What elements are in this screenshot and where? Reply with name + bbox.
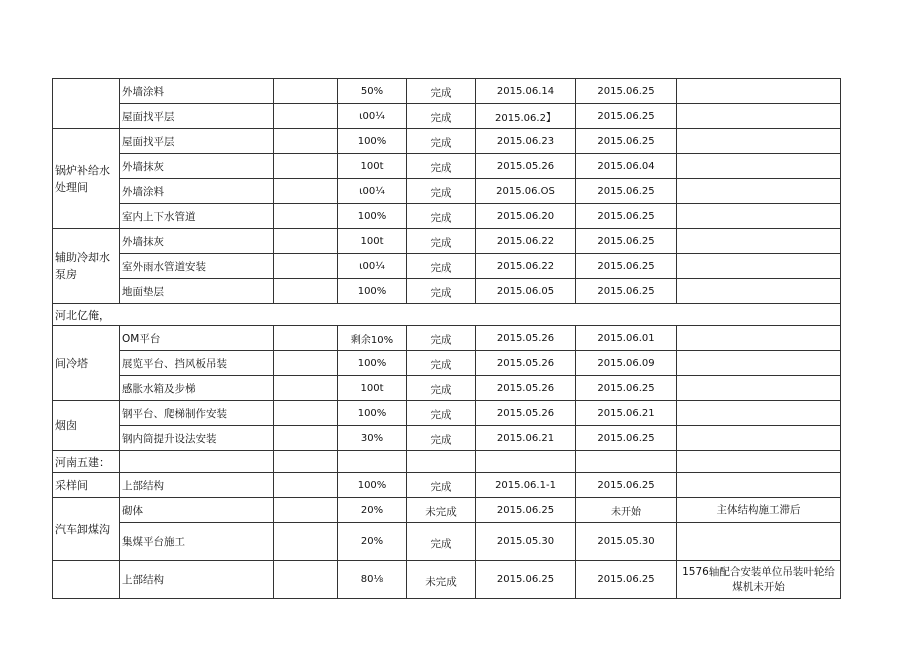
end-date-cell: 2015.05.30 xyxy=(576,523,677,561)
start-date-cell: 2015.06.05 xyxy=(476,279,576,304)
table-row xyxy=(53,351,841,376)
percent-cell: 100t xyxy=(338,376,407,401)
unit-cell: 锅炉补给水处理间 xyxy=(53,129,120,229)
item-cell: 外墙涂料 xyxy=(120,79,274,104)
status-cell: 完成 xyxy=(407,154,476,179)
percent-cell: ι00¼ xyxy=(338,254,407,279)
note-cell xyxy=(677,326,841,351)
end-date-cell: 2015.06.25 xyxy=(576,279,677,304)
unit-cell: 采样间 xyxy=(53,473,120,498)
note-cell xyxy=(677,154,841,179)
end-date-cell: 2015.06.21 xyxy=(576,401,677,426)
group-row xyxy=(53,304,841,326)
note-cell xyxy=(677,104,841,129)
start-date-cell: 2015.06.20 xyxy=(476,204,576,229)
item-cell: 地面垫层 xyxy=(120,279,274,304)
end-date-cell: 2015.06.25 xyxy=(576,229,677,254)
item-cell: 感胀水箱及步梯 xyxy=(120,376,274,401)
note-cell xyxy=(677,79,841,104)
table-row xyxy=(53,498,841,523)
table-row xyxy=(53,129,841,154)
percent-cell: 50% xyxy=(338,79,407,104)
end-date-cell: 2015.06.25 xyxy=(576,104,677,129)
status-cell: 完成 xyxy=(407,229,476,254)
end-date-cell: 2015.06.25 xyxy=(576,426,677,451)
note-cell xyxy=(677,279,841,304)
table-row xyxy=(53,279,841,304)
note-cell xyxy=(677,376,841,401)
note-cell xyxy=(677,473,841,498)
start-date-cell: 2015.06.21 xyxy=(476,426,576,451)
status-cell: 完成 xyxy=(407,401,476,426)
percent-cell: ι00¼ xyxy=(338,179,407,204)
item-cell: OM平台 xyxy=(120,326,274,351)
status-cell: 完成 xyxy=(407,204,476,229)
contractor-label: 河南五建： xyxy=(53,451,120,473)
percent-cell: ι00¼ xyxy=(338,104,407,129)
item-cell: 上部结构 xyxy=(120,473,274,498)
start-date-cell: 2015.05.26 xyxy=(476,154,576,179)
item-cell: 外墙抹灰 xyxy=(120,229,274,254)
end-date-cell: 2015.06.25 xyxy=(576,376,677,401)
note-cell xyxy=(677,204,841,229)
end-date-cell: 2015.06.04 xyxy=(576,154,677,179)
percent-cell: 80⅛ xyxy=(338,561,407,599)
item-cell: 屋面找平层 xyxy=(120,104,274,129)
note-cell xyxy=(677,351,841,376)
percent-cell: 100% xyxy=(338,351,407,376)
percent-cell: 100% xyxy=(338,129,407,154)
start-date-cell: 2015.06.14 xyxy=(476,79,576,104)
percent-cell: 20% xyxy=(338,498,407,523)
note-cell xyxy=(677,254,841,279)
start-date-cell: 2015.06.22 xyxy=(476,254,576,279)
percent-cell: 100% xyxy=(338,401,407,426)
start-date-cell: 2015.05.26 xyxy=(476,376,576,401)
item-cell: 上部结构 xyxy=(120,561,274,599)
table-row xyxy=(53,204,841,229)
end-date-cell: 2015.06.25 xyxy=(576,561,677,599)
table-row xyxy=(53,561,841,599)
status-cell: 完成 xyxy=(407,326,476,351)
table-row xyxy=(53,79,841,104)
unit-cell: 辅助冷却水泵房 xyxy=(53,229,120,304)
group-row xyxy=(53,451,841,473)
note-cell xyxy=(677,523,841,561)
percent-cell: 100% xyxy=(338,473,407,498)
end-date-cell: 2015.06.25 xyxy=(576,204,677,229)
end-date-cell: 2015.06.25 xyxy=(576,254,677,279)
start-date-cell: 2015.06.2】 xyxy=(476,104,576,129)
note-cell xyxy=(677,229,841,254)
unit-cell xyxy=(53,79,120,129)
item-cell: 外墙涂料 xyxy=(120,179,274,204)
end-date-cell: 2015.06.09 xyxy=(576,351,677,376)
unit-cell xyxy=(53,561,120,599)
status-cell: 未完成 xyxy=(407,498,476,523)
end-date-cell: 2015.06.25 xyxy=(576,129,677,154)
note-cell xyxy=(677,179,841,204)
status-cell: 完成 xyxy=(407,376,476,401)
end-date-cell: 2015.06.25 xyxy=(576,179,677,204)
start-date-cell: 2015.05.26 xyxy=(476,351,576,376)
table-row xyxy=(53,426,841,451)
item-cell: 砌体 xyxy=(120,498,274,523)
start-date-cell: 2015.06.22 xyxy=(476,229,576,254)
percent-cell: 20% xyxy=(338,523,407,561)
table-row xyxy=(53,154,841,179)
start-date-cell: 2015.05.26 xyxy=(476,326,576,351)
note-cell: 1576轴配合安装单位吊装叶轮给煤机未开始 xyxy=(677,561,841,599)
unit-cell: 烟囱 xyxy=(53,401,120,451)
percent-cell: 30% xyxy=(338,426,407,451)
end-date-cell: 2015.06.25 xyxy=(576,473,677,498)
status-cell: 完成 xyxy=(407,79,476,104)
item-cell: 钢内筒提升设法安装 xyxy=(120,426,274,451)
percent-cell: 100t xyxy=(338,154,407,179)
item-cell: 外墙抹灰 xyxy=(120,154,274,179)
status-cell: 完成 xyxy=(407,179,476,204)
table-row xyxy=(53,104,841,129)
status-cell: 未完成 xyxy=(407,561,476,599)
unit-cell: 间冷塔 xyxy=(53,326,120,401)
table-row xyxy=(53,254,841,279)
status-cell: 完成 xyxy=(407,523,476,561)
table-row xyxy=(53,179,841,204)
item-cell: 屋面找平层 xyxy=(120,129,274,154)
item-cell: 展览平台、挡风板吊装 xyxy=(120,351,274,376)
note-cell xyxy=(677,129,841,154)
start-date-cell: 2015.06.1-1 xyxy=(476,473,576,498)
status-cell: 完成 xyxy=(407,351,476,376)
status-cell: 完成 xyxy=(407,104,476,129)
note-cell xyxy=(677,401,841,426)
item-cell: 室外雨水管道安装 xyxy=(120,254,274,279)
status-cell: 完成 xyxy=(407,426,476,451)
table-row xyxy=(53,229,841,254)
start-date-cell: 2015.05.30 xyxy=(476,523,576,561)
end-date-cell: 未开始 xyxy=(576,498,677,523)
item-cell: 室内上下水管道 xyxy=(120,204,274,229)
progress-table xyxy=(52,78,841,599)
status-cell: 完成 xyxy=(407,473,476,498)
note-cell: 主体结构施工滞后 xyxy=(677,498,841,523)
end-date-cell: 2015.06.01 xyxy=(576,326,677,351)
start-date-cell: 2015.06.25 xyxy=(476,498,576,523)
table-row xyxy=(53,401,841,426)
percent-cell: 剩余10% xyxy=(338,326,407,351)
start-date-cell: 2015.05.26 xyxy=(476,401,576,426)
table-row xyxy=(53,376,841,401)
start-date-cell: 2015.06.23 xyxy=(476,129,576,154)
item-cell: 钢平台、爬梯制作安装 xyxy=(120,401,274,426)
status-cell: 完成 xyxy=(407,279,476,304)
note-cell xyxy=(677,426,841,451)
unit-cell: 汽车卸煤沟 xyxy=(53,498,120,561)
table-row xyxy=(53,523,841,561)
percent-cell: 100% xyxy=(338,204,407,229)
percent-cell: 100% xyxy=(338,279,407,304)
start-date-cell: 2015.06.OS xyxy=(476,179,576,204)
table-row xyxy=(53,326,841,351)
status-cell: 完成 xyxy=(407,254,476,279)
status-cell: 完成 xyxy=(407,129,476,154)
start-date-cell: 2015.06.25 xyxy=(476,561,576,599)
end-date-cell: 2015.06.25 xyxy=(576,79,677,104)
contractor-label: 河北亿俺， xyxy=(53,304,841,326)
item-cell: 集煤平台施工 xyxy=(120,523,274,561)
table-row xyxy=(53,473,841,498)
percent-cell: 100t xyxy=(338,229,407,254)
